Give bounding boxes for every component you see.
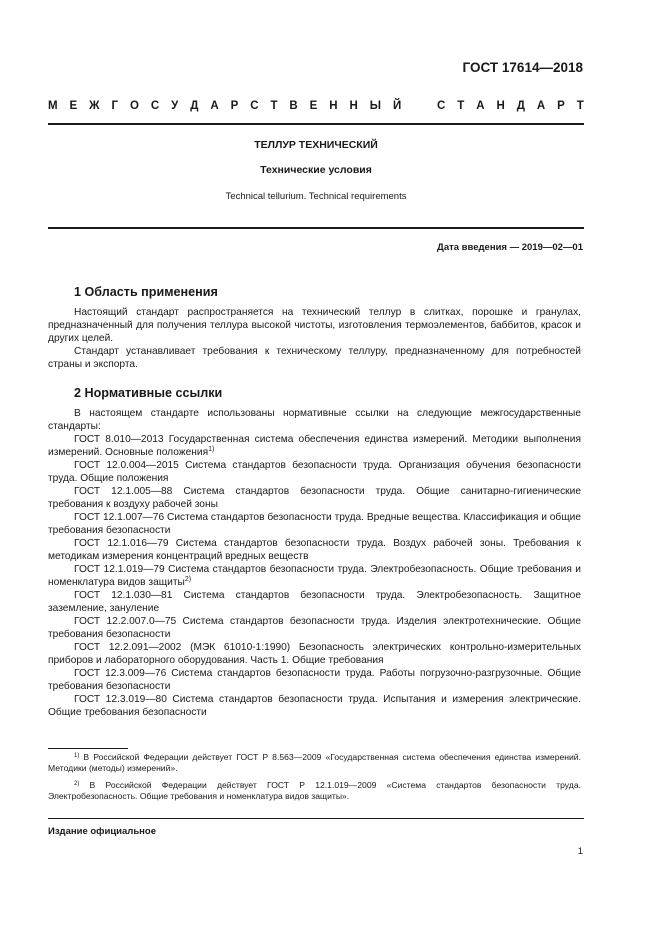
document-body	[48, 284, 581, 719]
section-1-paragraph: Настоящий стандарт распространяется на технический теллур в слитках, порошке и гранулах, предназначенный для получения теллура высокой чистоты, изготовления термоэлементов, баббитов, красок и других целей.	[48, 307, 581, 344]
reference-text: ГОСТ 12.1.016—79 Система стандартов безопасности труда. Воздух рабочей зоны. Требования к методикам измерения концентраций вредных веществ	[48, 538, 581, 562]
page-number: 1	[577, 846, 583, 857]
banner-letter: Т	[457, 100, 465, 112]
banner-letter: Г	[111, 100, 119, 112]
footnote-text: В Российской Федерации действует ГОСТ Р 12.1.019—2009 «Система стандартов безопасности труда. Электробезопасность. Общие требования и номенклатура видов защиты».	[48, 780, 581, 801]
reference-item	[48, 667, 581, 693]
footnote-mark: 2)	[74, 781, 80, 787]
document-subtitle: Технические условия	[260, 164, 372, 176]
document-title: ТЕЛЛУР ТЕХНИЧЕСКИЙ	[254, 139, 378, 151]
reference-item	[48, 615, 581, 641]
interstate-standard-banner	[48, 100, 584, 112]
reference-item	[48, 433, 581, 459]
reference-item	[48, 485, 581, 511]
banner-letter: С	[437, 100, 446, 112]
reference-text: ГОСТ 12.1.005—88 Система стандартов безопасности труда. Общие санитарно-гигиенические требования к воздуху рабочей зоны	[48, 486, 581, 510]
banner-letter: Й	[392, 100, 402, 112]
reference-text: ГОСТ 12.1.007—76 Система стандартов безопасности труда. Вредные вещества. Классификация и общие требования безопасности	[48, 512, 581, 536]
reference-item	[48, 459, 581, 485]
footnote-item	[48, 752, 581, 774]
banner-letter: О	[129, 100, 139, 112]
banner-letter: Р	[230, 100, 239, 112]
banner-letter: Ы	[369, 100, 382, 112]
footer-rule	[48, 818, 584, 819]
banner-letter: Н	[349, 100, 358, 112]
banner-letter: Н	[496, 100, 505, 112]
footnotes	[48, 752, 581, 808]
reference-text: ГОСТ 12.0.004—2015 Система стандартов безопасности труда. Организация обучения безопасности труда. Общие положения	[48, 460, 581, 484]
footnote-item	[48, 780, 581, 802]
banner-letter: Ж	[89, 100, 100, 112]
reference-item	[48, 589, 581, 615]
reference-text: ГОСТ 12.3.019—80 Система стандартов безопасности труда. Испытания и измерения электрические. Общие требования безопасности	[48, 694, 581, 718]
reference-text: ГОСТ 12.2.007.0—75 Система стандартов безопасности труда. Изделия электротехнические. Общие требования безопасности	[48, 616, 581, 640]
document-number: ГОСТ 17614—2018	[462, 60, 583, 75]
banner-letter: Д	[516, 100, 525, 112]
banner-letter: М	[48, 100, 58, 112]
reference-item	[48, 511, 581, 537]
footnote-marker: 2)	[184, 576, 192, 583]
section-2-intro: В настоящем стандарте использованы нормативные ссылки на следующие межгосударственные стандарты:	[48, 408, 581, 432]
banner-letter: С	[250, 100, 259, 112]
references-list	[48, 433, 581, 719]
reference-item	[48, 537, 581, 563]
banner-letter: А	[476, 100, 485, 112]
banner-letter: Т	[576, 100, 584, 112]
section-1-heading: 1 Область применения	[74, 285, 218, 299]
banner-letter: В	[289, 100, 298, 112]
banner-letter: А	[210, 100, 219, 112]
banner-letter: Н	[329, 100, 338, 112]
footnote-text: В Российской Федерации действует ГОСТ Р 8.563—2009 «Государственная система обеспечения единства измерений. Методики (методы) измерений».	[48, 752, 581, 773]
introduction-date: Дата введения — 2019—02—01	[437, 242, 583, 253]
english-title: Technical tellurium. Technical requirements	[225, 191, 407, 202]
footnote-rule	[48, 748, 128, 749]
footnote-mark: 1)	[74, 753, 80, 759]
section-1-paragraph: Стандарт устанавливает требования к техническому теллуру, предназначенному для потребностей страны и экспорта.	[48, 346, 581, 370]
reference-text: ГОСТ 12.1.019—79 Система стандартов безопасности труда. Электробезопасность. Общие требования и номенклатура видов защиты	[48, 564, 581, 588]
title-rule	[48, 227, 584, 229]
official-edition-label: Издание официальное	[48, 826, 156, 837]
reference-text: ГОСТ 12.3.009—76 Система стандартов безопасности труда. Работы погрузочно-разгрузочные. Общие требования безопасности	[48, 668, 581, 692]
banner-letter: С	[150, 100, 160, 112]
reference-text: ГОСТ 12.1.030—81 Система стандартов безопасности труда. Электробезопасность. Защитное заземление, зануление	[48, 590, 581, 614]
reference-text: ГОСТ 8.010—2013 Государственная система обеспечения единства измерений. Методики выполнения измерений. Основные положения	[48, 434, 581, 458]
banner-letter: Т	[270, 100, 278, 112]
footnote-marker: 1)	[208, 446, 215, 453]
reference-item	[48, 563, 581, 589]
banner-letter: А	[536, 100, 546, 112]
banner-letter: Р	[557, 100, 565, 112]
reference-item	[48, 693, 581, 719]
header-rule	[48, 123, 584, 125]
banner-letter: Е	[309, 100, 318, 112]
banner-letter: Д	[190, 100, 199, 112]
banner-letter: Е	[69, 100, 78, 112]
reference-text: ГОСТ 12.2.091—2002 (МЭК 61010-1:1990) Безопасность электрических контрольно-измерительных приборов и лабораторного оборудования. Часть 1. Общие требования	[48, 642, 581, 666]
section-2-heading: 2 Нормативные ссылки	[74, 386, 223, 400]
banner-letter: У	[171, 100, 179, 112]
reference-item	[48, 641, 581, 667]
